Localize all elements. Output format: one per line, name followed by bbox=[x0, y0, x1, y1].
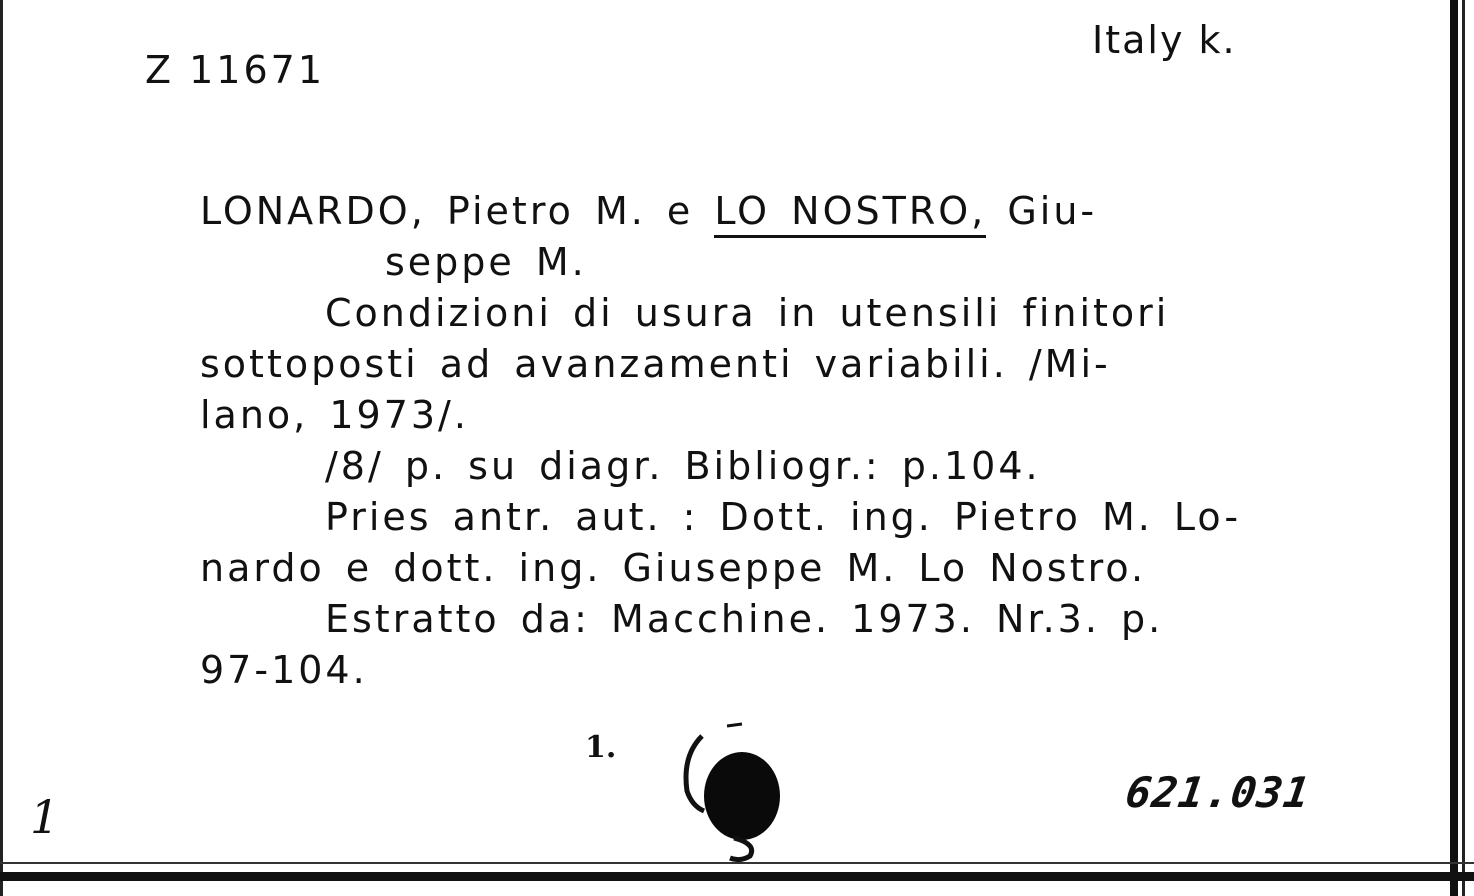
author-1: LONARDO, bbox=[200, 189, 426, 233]
note-line-1: Pries antr. aut. : Dott. ing. Pietro M. Lo- bbox=[325, 495, 1242, 539]
country-tag: Italy k. bbox=[1092, 18, 1237, 62]
copy-mark: 1. bbox=[585, 730, 617, 765]
author-continuation: seppe M. bbox=[385, 240, 587, 284]
imprint-line: lano, 1973/. bbox=[200, 393, 469, 437]
call-number: Z 11671 bbox=[145, 48, 325, 92]
note-line-2: nardo e dott. ing. Giuseppe M. Lo Nostro. bbox=[200, 546, 1147, 590]
card-body bbox=[200, 186, 1400, 696]
handwritten-mark: 1 bbox=[30, 790, 60, 844]
title-line-1: Condizioni di usura in utensili finitori bbox=[325, 291, 1170, 335]
source-line-2: 97-104. bbox=[200, 648, 368, 692]
ink-stamp-icon bbox=[672, 716, 792, 866]
author-2: LO NOSTRO, bbox=[714, 189, 986, 238]
author-2-given: Giu- bbox=[1007, 189, 1098, 233]
author-1-given: Pietro M. e bbox=[446, 189, 694, 233]
card-right-edge-inner bbox=[1462, 0, 1465, 896]
source-line-1: Estratto da: Macchine. 1973. Nr.3. p. bbox=[325, 597, 1164, 641]
card-right-edge bbox=[1450, 0, 1458, 896]
collation-line: /8/ p. su diagr. Bibliogr.: p.104. bbox=[325, 444, 1041, 488]
classification-number: 621.031 bbox=[1122, 768, 1314, 817]
card-bottom-edge bbox=[0, 872, 1474, 881]
title-line-2: sottoposti ad avanzamenti variabili. /Mi- bbox=[200, 342, 1111, 386]
card-left-edge bbox=[0, 0, 3, 896]
author-line bbox=[200, 186, 1400, 237]
